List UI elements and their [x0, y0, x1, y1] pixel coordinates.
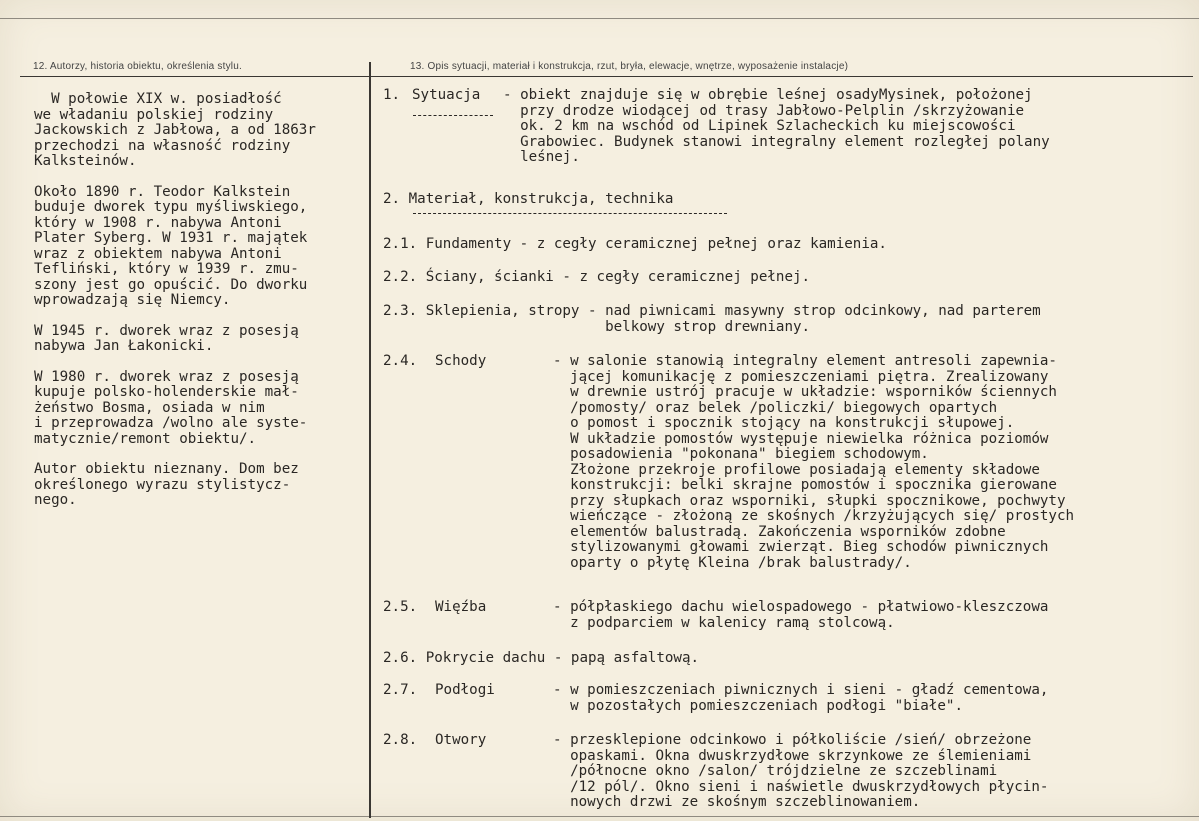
section-1-underline	[413, 115, 493, 116]
section-2-5-body: - półpłaskiego dachu wielospadowego - płatwiowo-kleszczowa z podparciem w kalenicy ramą stolcową.	[553, 599, 1049, 631]
section-2-7-number: 2.7.	[383, 682, 418, 698]
section-2-8-number: 2.8.	[383, 732, 418, 748]
section-2-2: 2.2. Ściany, ścianki - z cegły ceramicznej pełnej.	[383, 269, 811, 285]
section-1-body: - obiekt znajduje się w obrębie leśnej osadyMysinek, położonej przy drodze wiodącej od trasy Jabłowo-Pelplin /skrzyżowanie ok. 2 km na wschód od Lipinek Szlacheckich ku miejscowości Grabowiec. Budynek stanowi integralny element rozległej polany leśnej.	[503, 87, 1050, 165]
section-2-heading: 2. Materiał, konstrukcja, technika	[383, 191, 674, 207]
section-2-7-title: Podłogi	[435, 682, 495, 698]
history-paragraph: Autor obiektu nieznany. Dom bez określonego wyrazu stylistycz- nego.	[34, 461, 299, 508]
section-2-underline	[413, 213, 727, 214]
section-2-4-body: - w salonie stanowią integralny element antresoli zapewnia- jącej komunikację z pomieszczeniami piętra. Zrealizowany w drewnie ustrój pracuje w układzie: wsporników ściennych /pomosty/ oraz belek /policzki/ biegowych opartych o pomost i spocznik stojący na konstrukcji słupowej. W układzie pomostów występuje niewielka różnica poziomów posadowienia "pokonana" biegiem schodowym. Złożone przekroje profilowe posiadają elementy składowe konstrukcji: belki skrajne pomostów i spocznika gierowane przy słupkach oraz wsporniki, słupki spocznikowe, pochwyty wieńczące - złożoną ze skośnych /krzyżujących się/ prostych elementów balustradą. Zakończenia wsporników zdobne stylizowanymi głowami zwierząt. Bieg schodów piwnicznych oparty o płytę Kleina /brak balustrady/.	[553, 353, 1075, 571]
history-paragraph: W 1945 r. dworek wraz z posesją nabywa Jan Łakonicki.	[34, 322, 299, 354]
section-2-8-title: Otwory	[435, 732, 487, 748]
section-1-number: 1.	[383, 87, 401, 103]
top-edge-line	[0, 18, 1199, 19]
section-2-5-title: Więźba	[435, 599, 487, 615]
section-2-4-number: 2.4.	[383, 353, 418, 369]
section-2-3: 2.3. Sklepienia, stropy - nad piwnicami masywny strop odcinkowy, nad parterem belkowy strop drewniany.	[383, 303, 1041, 335]
history-paragraph: W połowie XIX w. posiadłość we władaniu polskiej rodziny Jackowskich z Jabłowa, a od 1863r przechodzi na własność rodziny Kalksteinów.	[34, 91, 316, 169]
history-paragraph: W 1980 r. dworek wraz z posesją kupuje polsko-holenderskie mał- żeństwo Bosma, osiada w nim i przeprowadza /wolno ale syste- matycznie/remont obiektu/.	[34, 368, 308, 447]
section-1-title: Sytuacja	[412, 87, 481, 103]
section-2-5-number: 2.5.	[383, 599, 418, 615]
left-column-header: 12. Autorzy, historia obiektu, określenia stylu.	[33, 61, 242, 72]
section-2-1: 2.1. Fundamenty - z cegły ceramicznej pełnej oraz kamienia.	[383, 236, 887, 252]
history-column	[34, 92, 366, 524]
bottom-edge-line	[0, 816, 1199, 817]
section-2-8-body: - przesklepione odcinkowo i półkoliście /sień/ obrzeżone opaskami. Okna dwuskrzydłowe skrzynkowe ze ślemieniami /północne okno /salon/ trójdzielne ze szczeblinami /12 pól/. Okno sieni i naświetle dwuskrzydłowych płycin- nowych drzwi ze skośnym szczeblinowaniem.	[553, 732, 1049, 810]
section-2-7-body: - w pomieszczeniach piwnicznych i sieni - gładź cementowa, w pozostałych pomieszczeniach podłogi "białe".	[553, 682, 1049, 714]
right-column-header: 13. Opis sytuacji, materiał i konstrukcja, rzut, bryła, elewacje, wnętrze, wyposażenie instalacje)	[410, 61, 849, 72]
section-2-6: 2.6. Pokrycie dachu - papą asfaltową.	[383, 650, 700, 666]
header-rule-left	[20, 76, 370, 77]
header-rule-right	[371, 76, 1193, 77]
column-divider	[369, 62, 371, 818]
history-paragraph: Około 1890 r. Teodor Kalkstein buduje dworek typu myśliwskiego, który w 1908 r. nabywa Antoni Plater Syberg. W 1931 r. majątek wraz z obiektem nabywa Antoni Tefliński, który w 1939 r. zmu- szony jest go opuścić. Do dworku wprowadzają się Niemcy.	[34, 183, 308, 308]
section-2-4-title: Schody	[435, 353, 487, 369]
